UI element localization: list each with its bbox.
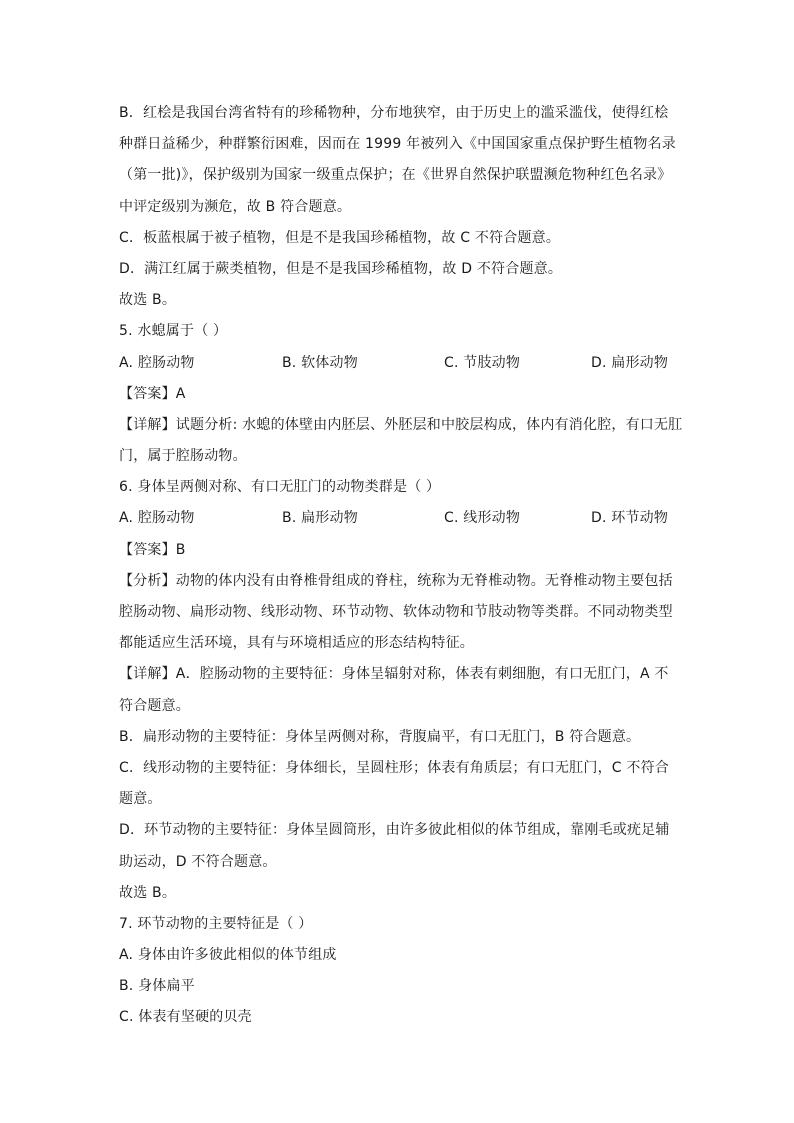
text-line: 【分析】动物的体内没有由脊椎骨组成的脊柱，统称为无脊椎动物。无脊椎动物主要包括 <box>119 572 673 589</box>
text-line: （第一批)》，保护级别为国家一级重点保护；在《世界自然保护联盟濒危物种红色名录》 <box>119 167 672 184</box>
q5-option-a: A. 腔肠动物 <box>119 354 195 371</box>
answer-line: 【答案】A <box>119 385 186 402</box>
question-6-options <box>119 503 679 534</box>
text-line: 【详解】A．腔肠动物的主要特征：身体呈辐射对称，体表有刺细胞，有口无肛门，A 不 <box>119 666 669 683</box>
q7-option-a: A. 身体由许多彼此相似的体节组成 <box>119 947 337 964</box>
q7-option-b: B. 身体扁平 <box>119 978 195 995</box>
text-line: C．板蓝根属于被子植物，但是不是我国珍稀植物，故 C 不符合题意。 <box>119 229 561 246</box>
text-line: 都能适应生活环境，具有与环境相适应的形态结构特征。 <box>119 635 474 652</box>
question-7-stem: 7. 环节动物的主要特征是（ ） <box>119 915 313 932</box>
answer-line: 【答案】B <box>119 541 186 558</box>
text-line: 符合题意。 <box>119 697 190 714</box>
text-line: 【详解】试题分析: 水螅的体壁由内胚层、外胚层和中胶层构成，体内有消化腔，有口无肛 <box>119 416 683 433</box>
text-line: C．线形动物的主要特征：身体细长，呈圆柱形；体表有角质层；有口无肛门，C 不符合 <box>119 759 669 776</box>
text-line: 门，属于腔肠动物。 <box>119 448 247 465</box>
text-line: B．扁形动物的主要特征：身体呈两侧对称，背腹扁平，有口无肛门，B 符合题意。 <box>119 728 641 745</box>
text-line: D．环节动物的主要特征：身体呈圆筒形，由许多彼此相似的体节组成，靠刚毛或疣足辅 <box>119 822 670 839</box>
q5-option-d: D. 扁形动物 <box>591 354 669 371</box>
text-line: 种群日益稀少，种群繁衍困难，因而在 1999 年被列入《中国国家重点保护野生植物名录 <box>119 136 676 153</box>
question-5-stem: 5. 水螅属于（ ） <box>119 323 228 340</box>
q6-option-c: C. 线形动物 <box>444 510 521 527</box>
question-5-options <box>119 348 679 379</box>
text-line: B．红桧是我国台湾省特有的珍稀物种，分布地狭窄，由于历史上的滥采滥伐，使得红桧 <box>119 105 669 121</box>
q6-option-d: D. 环节动物 <box>591 510 669 527</box>
q5-option-b: B. 软体动物 <box>282 354 358 371</box>
text-line: 中评定级别为濒危，故 B 符合题意。 <box>119 198 352 215</box>
question-6-stem: 6. 身体呈两侧对称、有口无肛门的动物类群是（ ） <box>119 479 441 496</box>
page-content <box>119 98 683 1034</box>
text-line: 题意。 <box>119 791 162 808</box>
q6-option-b: B. 扁形动物 <box>282 510 358 527</box>
q5-option-c: C. 节肢动物 <box>444 354 521 371</box>
text-line: 故选 B。 <box>119 292 177 309</box>
text-line: D．满江红属于蕨类植物，但是不是我国珍稀植物，故 D 不符合题意。 <box>119 260 563 277</box>
text-line: 助运动，D 不符合题意。 <box>119 853 277 870</box>
text-line: 故选 B。 <box>119 884 177 901</box>
q6-option-a: A. 腔肠动物 <box>119 510 195 527</box>
text-line: 腔肠动物、扁形动物、线形动物、环节动物、软体动物和节肢动物等类群。不同动物类型 <box>119 604 673 620</box>
q7-option-c: C. 体表有坚硬的贝壳 <box>119 1009 252 1026</box>
